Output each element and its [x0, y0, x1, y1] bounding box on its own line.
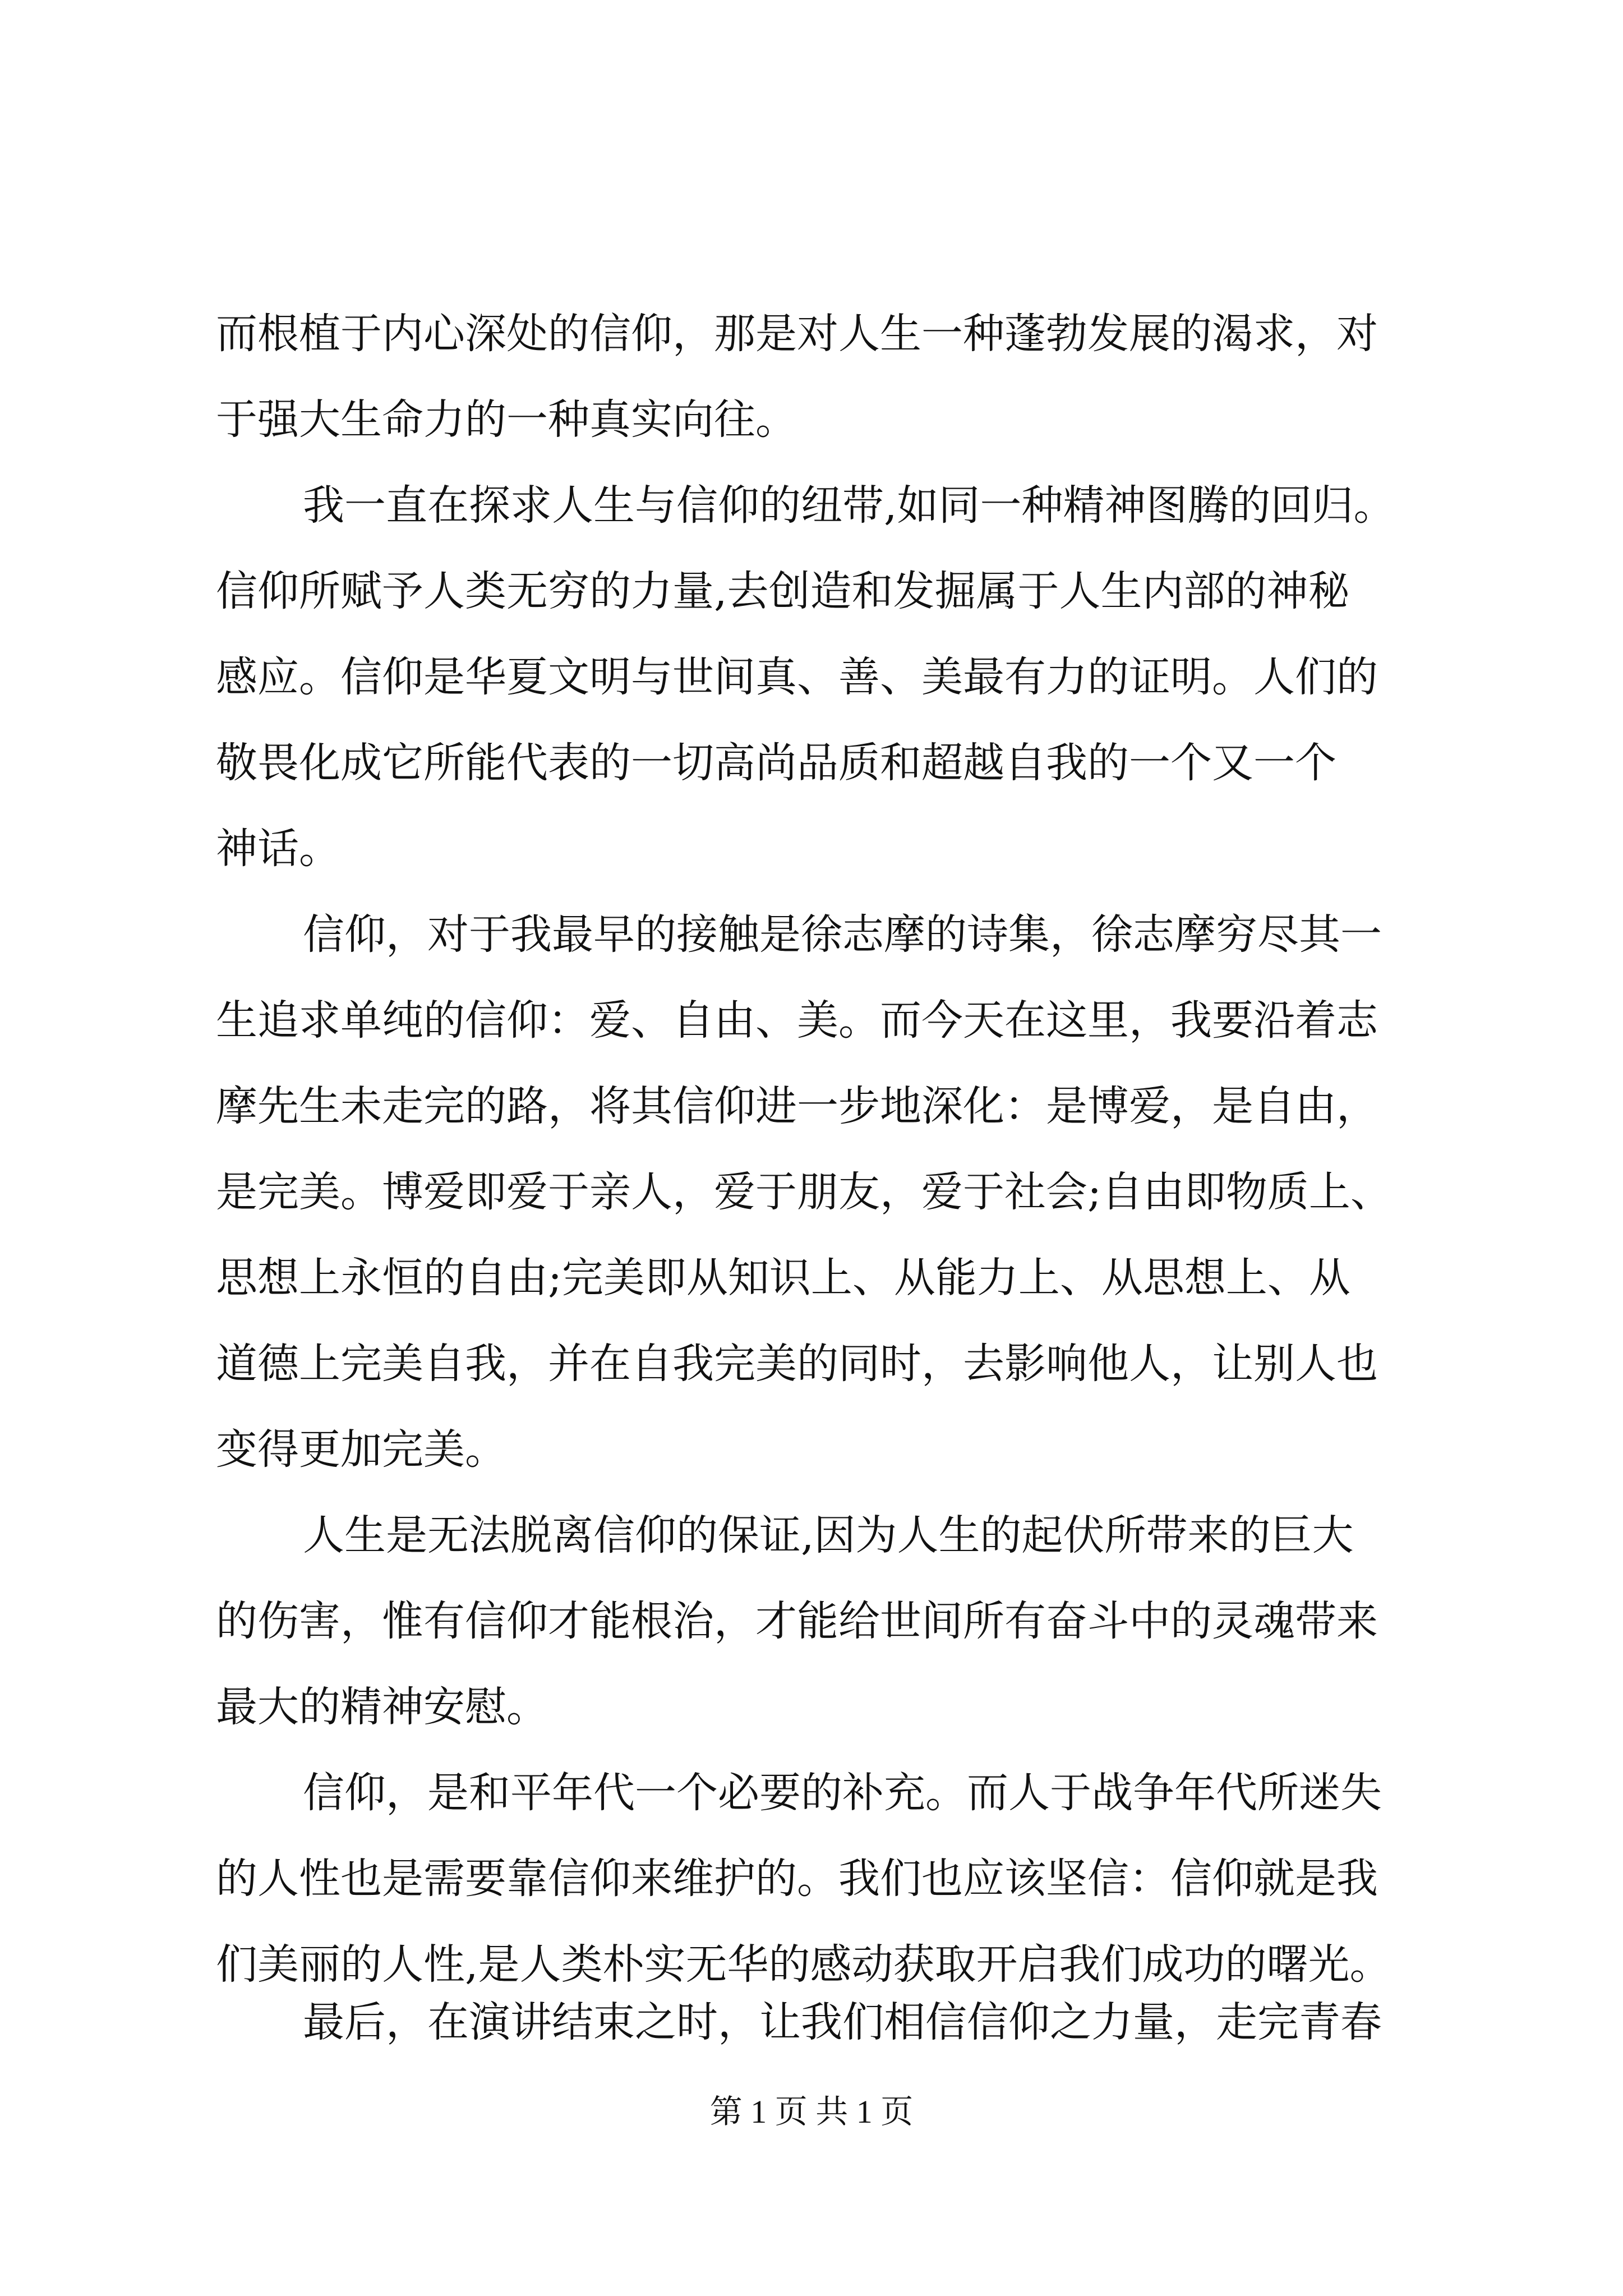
- text-line-17: 最大的精神安慰。: [216, 1683, 548, 1731]
- text-line-4: 信仰所赋予人类无穷的力量,去创造和发掘属于人生内部的神秘: [216, 567, 1350, 615]
- text-line-1: 而根植于内心深处的信仰，那是对人生一种蓬勃发展的渴求，对: [216, 310, 1378, 358]
- text-line-16: 的伤害，惟有信仰才能根治，才能给世间所有奋斗中的灵魂带来: [216, 1597, 1378, 1645]
- text-line-20: 们美丽的人性,是人类朴实无华的感动获取开启我们成功的曙光。: [216, 1940, 1391, 1989]
- text-line-15: 人生是无法脱离信仰的保证,因为人生的起伏所带来的巨大: [303, 1511, 1354, 1559]
- text-line-21: 最后，在演讲结束之时，让我们相信信仰之力量，走完青春: [303, 1998, 1382, 2046]
- text-line-10: 摩先生未走完的路，将其信仰进一步地深化：是博爱，是自由，: [216, 1082, 1378, 1130]
- page-footer: 第 1 页 共 1 页: [709, 2093, 914, 2130]
- text-line-19: 的人性也是需要靠信仰来维护的。我们也应该坚信：信仰就是我: [216, 1855, 1378, 1903]
- text-line-7: 神话。: [216, 825, 340, 873]
- text-line-6: 敬畏化成它所能代表的一切高尚品质和超越自我的一个又一个: [216, 739, 1336, 787]
- text-line-13: 道德上完美自我，并在自我完美的同时，去影响他人，让别人也: [216, 1340, 1378, 1388]
- text-line-3: 我一直在探求人生与信仰的纽带,如同一种精神图腾的回归。: [303, 481, 1395, 530]
- text-line-14: 变得更加完美。: [216, 1425, 506, 1474]
- text-line-11: 是完美。博爱即爱于亲人，爱于朋友，爱于社会;自由即物质上、: [216, 1168, 1392, 1216]
- text-line-8: 信仰，对于我最早的接触是徐志摩的诗集，徐志摩穷尽其一: [303, 910, 1382, 959]
- text-line-18: 信仰，是和平年代一个必要的补充。而人于战争年代所迷失: [303, 1769, 1382, 1817]
- text-line-5: 感应。信仰是华夏文明与世间真、善、美最有力的证明。人们的: [216, 653, 1378, 701]
- text-line-12: 思想上永恒的自由;完美即从知识上、从能力上、从思想上、从: [216, 1254, 1350, 1302]
- text-line-2: 于强大生命力的一种真实向往。: [216, 395, 797, 444]
- text-line-9: 生追求单纯的信仰：爱、自由、美。而今天在这里，我要沿着志: [216, 996, 1378, 1045]
